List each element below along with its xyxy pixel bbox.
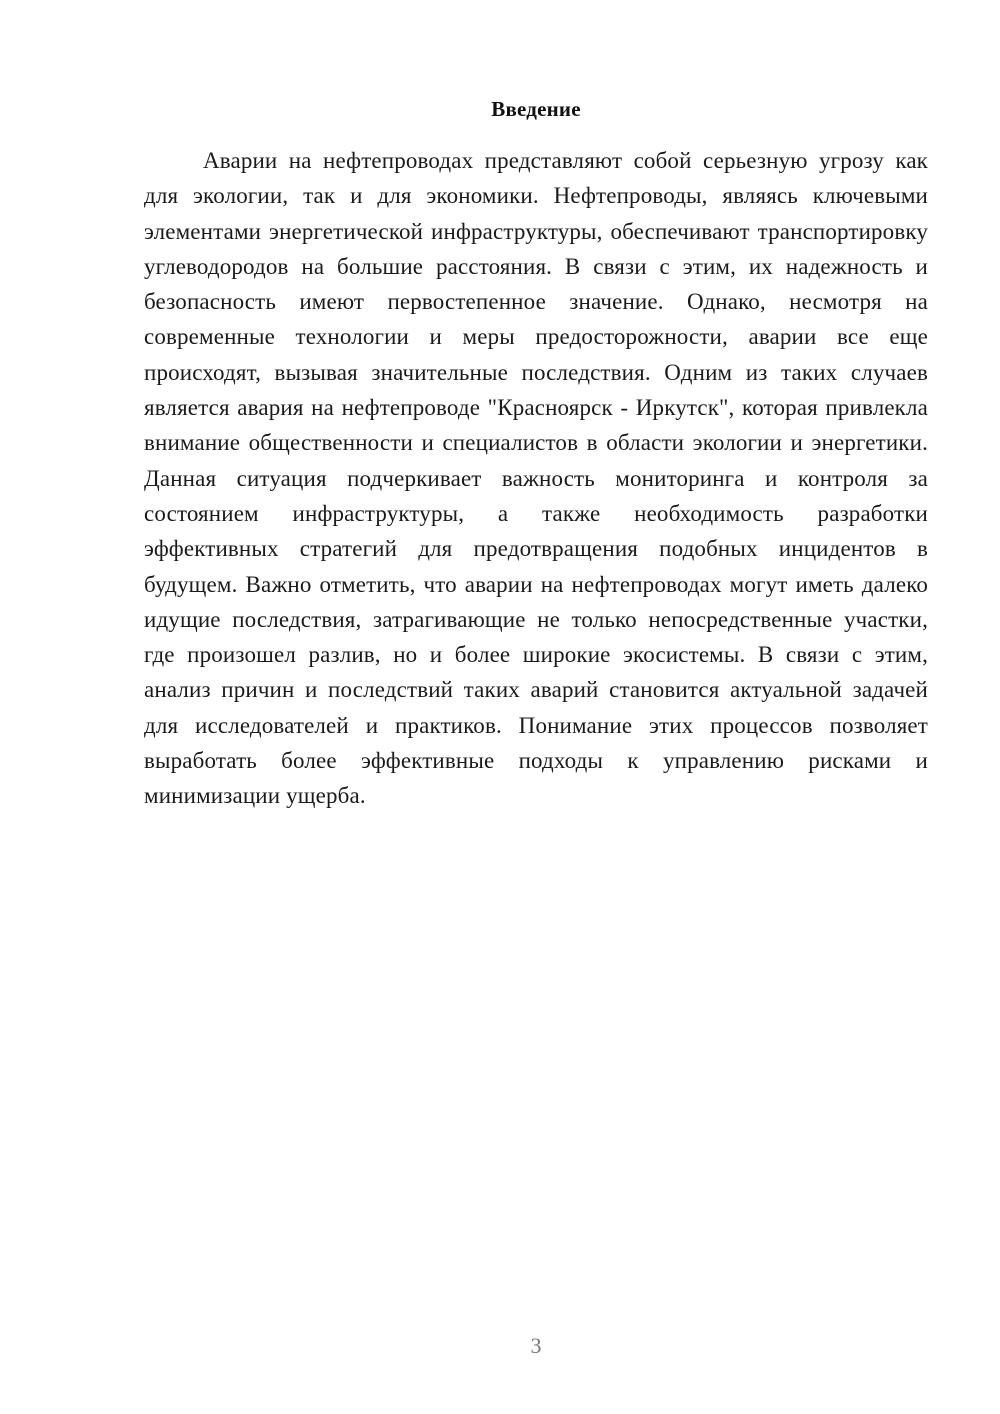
page-number: 3	[530, 1333, 542, 1358]
section-heading: Введение	[491, 97, 581, 121]
body-paragraph: Аварии на нефтепроводах представляют собой серьезную угрозу как для экологии, так и для экономики. Нефтепроводы, являясь ключевыми элементами энергетической инфраструктуры, обеспечивают транспортировку углеводородов на большие расстояния. В связи с этим, их надежность и безопасность имеют первостепенное значение. Однако, несмотря на современные технологии и меры предосторожности, аварии все еще происходят, вызывая значительные последствия. Одним из таких случаев является авария на нефтепроводе "Красноярск - Иркутск", которая привлекла внимание общественности и специалистов в области экологии и энергетики. Данная ситуация подчеркивает важность мониторинга и контроля за состоянием инфраструктуры, а также необходимость разработки эффективных стратегий для предотвращения подобных инцидентов в будущем. Важно отметить, что аварии на нефтепроводах могут иметь далеко идущие последствия, затрагивающие не только непосредственные участки, где произошел разлив, но и более широкие экосистемы. В связи с этим, анализ причин и последствий таких аварий становится актуальной задачей для исследователей и практиков. Понимание этих процессов позволяет выработать более эффективные подходы к управлению рисками и минимизации ущерба.	[144, 148, 928, 809]
